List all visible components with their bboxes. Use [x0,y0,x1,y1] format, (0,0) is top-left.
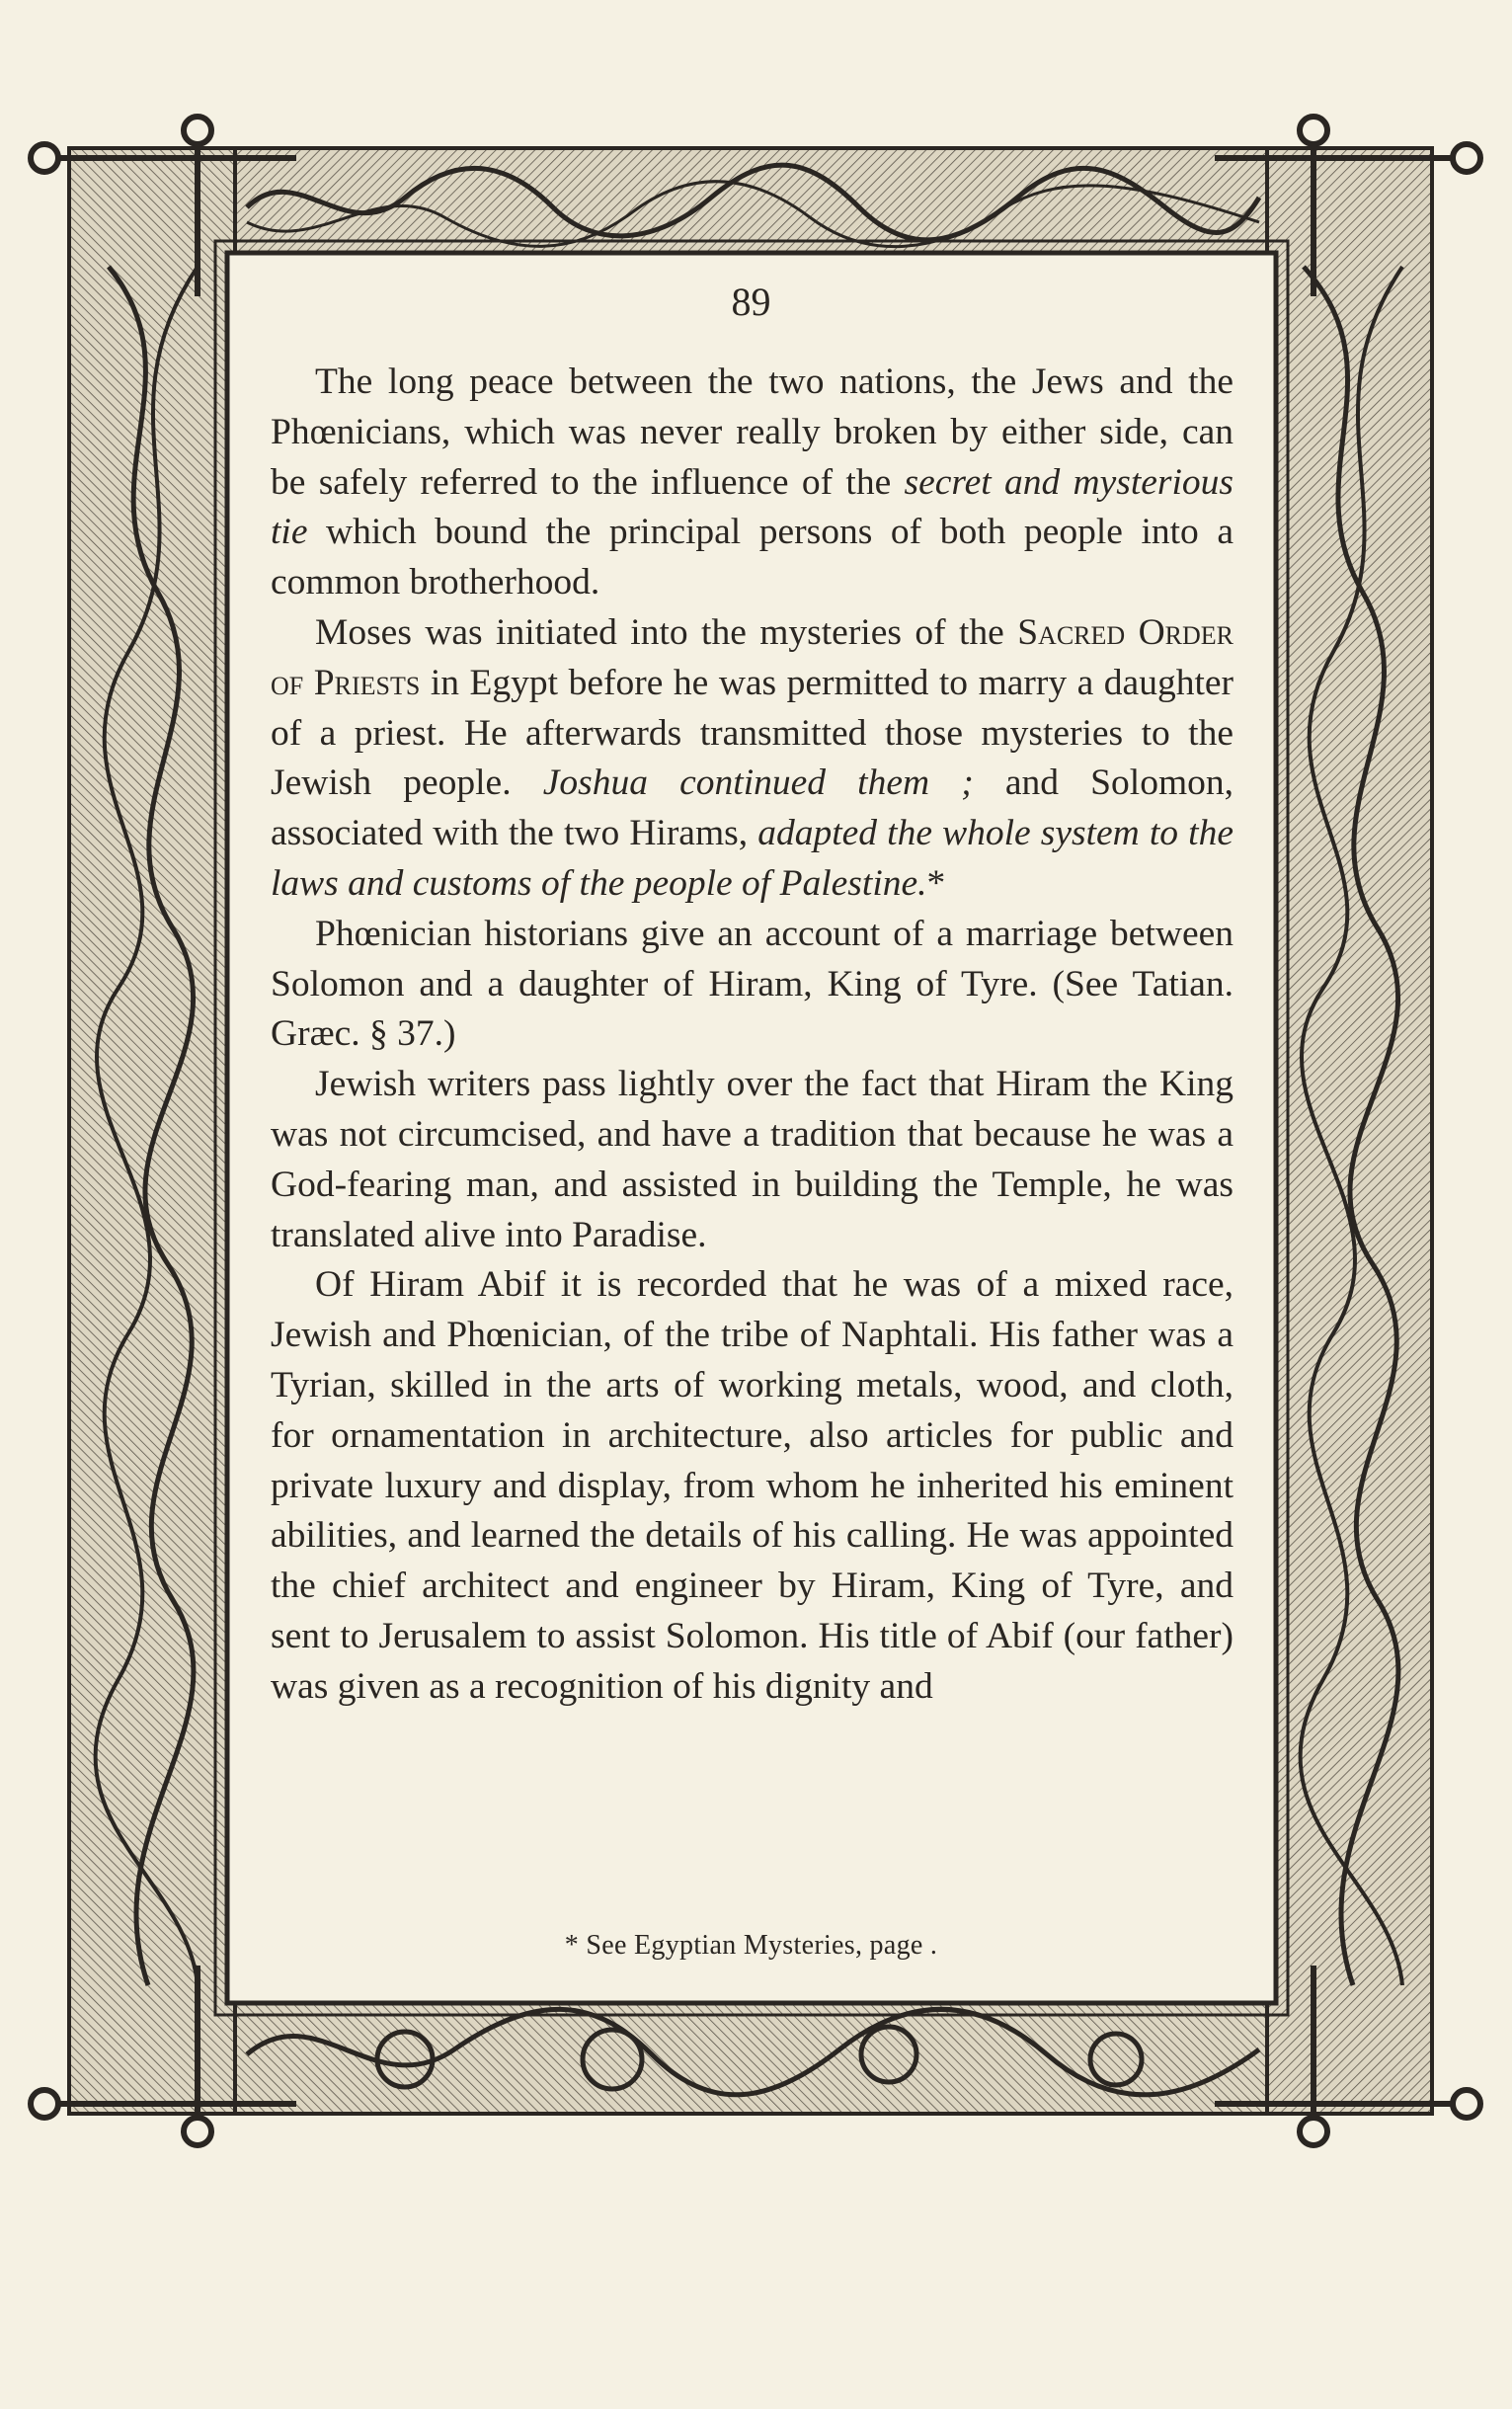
paragraph [271,358,1233,608]
paragraph [271,1060,1233,1260]
paragraph [271,608,1233,910]
text-run: The long peace between the two nations, the Jews and the Phœnicians, which was never really broken by either side, can be safely referred to the influence of the [271,361,1233,503]
text-run: in Egypt before he was permitted to marry a daughter of a priest. He afterwards transmitted those mysteries to the Jewish people. [271,662,1233,804]
italic-text: Joshua continued them ; [542,763,974,804]
text-run: which bound the principal persons of both people into a common brotherhood. [271,512,1233,603]
text-run: Moses was initiated into the mysteries of the [315,611,1018,653]
paragraph [271,1260,1233,1712]
text-run: Jewish writers pass lightly over the fact that Hiram the King was not circumcised, and have a tradition that because he was a God-fearing man, and assisted in building the Temple, he was translated alive into Paradise. [271,1064,1233,1255]
italic-text: adapted the whole system to the laws and customs of the people of Palestine. [271,813,1233,904]
text-run: and Solomon, associated with the two Hirams, [271,763,1233,854]
body-text [271,358,1233,1713]
text-run: Of Hiram Abif it is recorded that he was of a mixed race, Jewish and Phœnician, of the tribe of Naphtali. His father was a Tyrian, skilled in the arts of working metals, wood, and cloth, for ornamentation in architecture, also articles for public and private luxury and display, from whom he inherited his eminent abilities, and learned the details of his calling. He was appointed the chief architect and engineer by Hiram, King of Tyre, and sent to Jerusalem to assist Solomon. His title of Abif (our father) was given as a recognition of his dignity and [271,1264,1233,1707]
paragraph [271,910,1233,1060]
footnote: * See Egyptian Mysteries, page . [564,1930,938,1961]
smallcaps-text: Sacred Order of Priests [271,611,1233,703]
italic-text: secret and mysterious tie [271,461,1234,553]
text-run: Phœnician historians give an account of a marriage between Solomon and a daughter of Hiram, King of Tyre. (See Tatian. Græc. § 37.) [271,913,1233,1055]
page-number: 89 [731,280,771,324]
text-run: * [926,862,946,904]
text-panel [235,259,1267,1997]
